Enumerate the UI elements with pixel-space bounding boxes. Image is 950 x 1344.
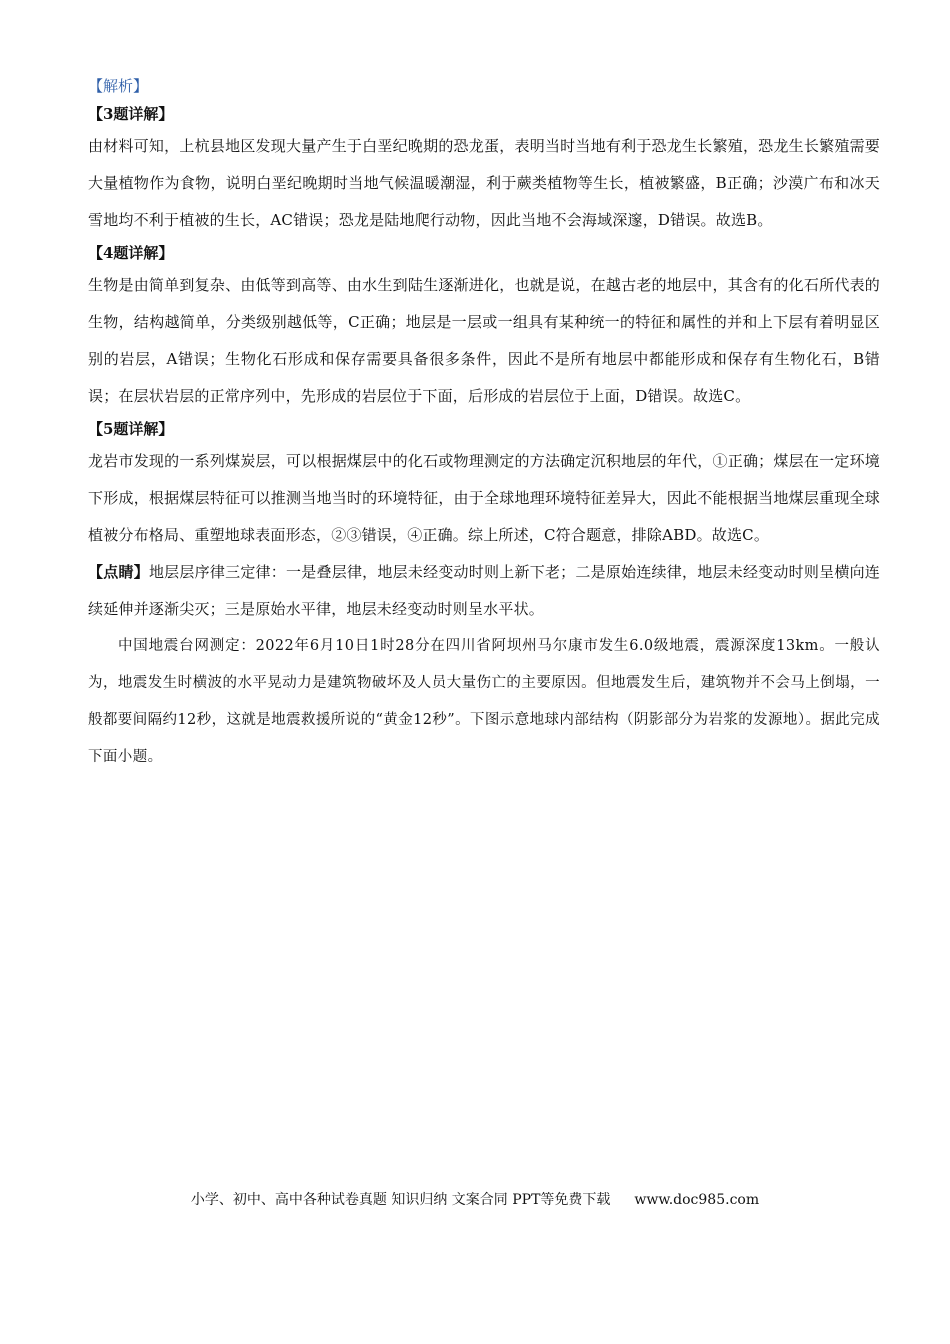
key-point-tag: 【点睛】 — [88, 563, 149, 581]
footer-url[interactable]: www.doc985.com — [634, 1192, 760, 1208]
key-point — [88, 554, 880, 628]
q5-heading: 【5题详解】 — [88, 420, 174, 438]
analysis-label: 【解析】 — [88, 77, 149, 95]
q5-explanation: 龙岩市发现的一系列煤炭层，可以根据煤层中的化石或物理测定的方法确定沉积地层的年代，①正确；煤层在一定环境下形成，根据煤层特征可以推测当地当时的环境特征，由于全球地理环境特征差异大，因此不能根据当地煤层重现全球植被分布格局、重塑地球表面形态，②③错误，④正确。综上所述，C符合题意，排除ABD。故选C。 — [88, 452, 880, 544]
q3-explanation: 由材料可知，上杭县地区发现大量产生于白垩纪晚期的恐龙蛋，表明当时当地有利于恐龙生长繁殖，恐龙生长繁殖需要大量植物作为食物，说明白垩纪晚期时当地气候温暖潮湿，利于蕨类植物等生长，植被繁盛，B正确；沙漠广布和冰天雪地均不利于植被的生长，AC错误；恐龙是陆地爬行动物，因此当地不会海域深邃，D错误。故选B。 — [88, 137, 880, 229]
q4-heading: 【4题详解】 — [88, 244, 174, 262]
page-footer — [0, 1190, 950, 1210]
key-point-text: 地层层序律三定律：一是叠层律，地层未经变动时则上新下老；二是原始连续律，地层未经变动时则呈横向连续延伸并逐渐尖灭；三是原始水平律，地层未经变动时则呈水平状。 — [88, 563, 880, 618]
document-content — [88, 72, 880, 776]
question-stem: 中国地震台网测定：2022年6月10日1时28分在四川省阿坝州马尔康市发生6.0级地震，震源深度13km。一般认为，地震发生时横波的水平晃动力是建筑物破坏及人员大量伤亡的主要原因。但地震发生后，建筑物并不会马上倒塌，一般都要间隔约12秒，这就是地震救援所说的“黄金12秒”。下图示意地球内部结构（阴影部分为岩浆的发源地）。据此完成下面小题。 — [88, 638, 880, 765]
footer-text: 小学、初中、高中各种试卷真题 知识归纳 文案合同 PPT等免费下载 — [190, 1192, 611, 1208]
q4-explanation: 生物是由简单到复杂、由低等到高等、由水生到陆生逐渐进化，也就是说，在越古老的地层中，其含有的化石所代表的生物，结构越简单，分类级别越低等，C正确；地层是一层或一组具有某种统一的特征和属性的并和上下层有着明显区别的岩层，A错误；生物化石形成和保存需要具备很多条件，因此不是所有地层中都能形成和保存有生物化石，B错误；在层状岩层的正常序列中，先形成的岩层位于下面，后形成的岩层位于上面，D错误。故选C。 — [88, 276, 880, 405]
q3-heading: 【3题详解】 — [88, 105, 174, 123]
